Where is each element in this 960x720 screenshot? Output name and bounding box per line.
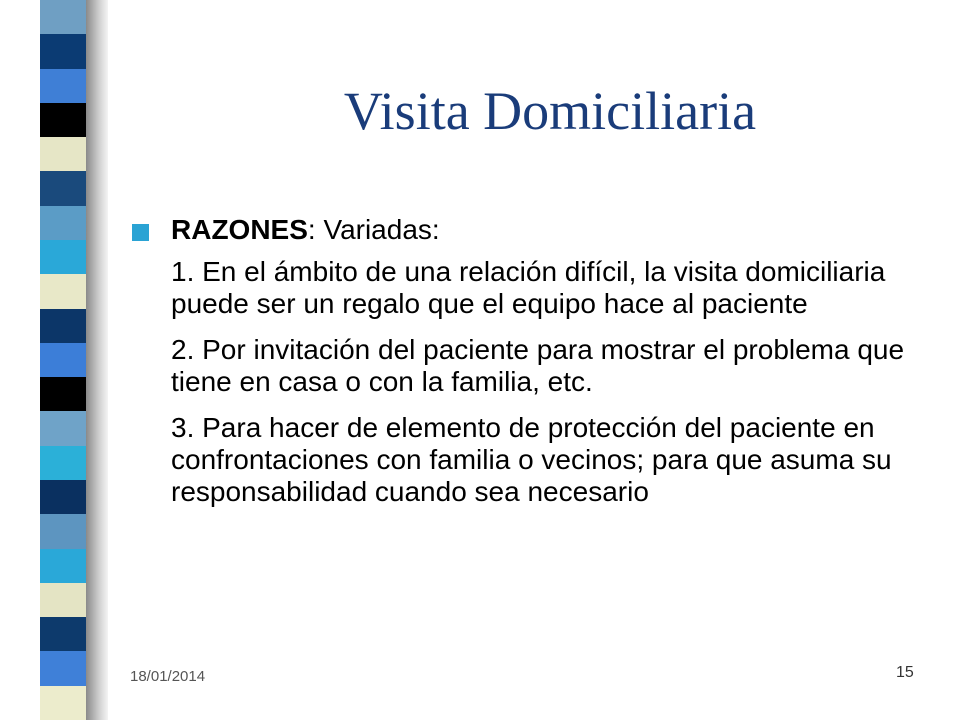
stripe-block — [40, 583, 86, 618]
stripe-block — [40, 343, 86, 378]
bullet-rest: : Variadas: — [307, 214, 440, 245]
stripe-block — [40, 411, 86, 446]
stripe-block — [40, 446, 86, 481]
slide-title: Visita Domiciliaria — [343, 81, 757, 141]
stripe-block — [40, 69, 86, 104]
stripe-block — [40, 103, 86, 138]
stripe-block — [40, 206, 86, 241]
reason-item-2: 2. Por invitación del paciente para mostrar el problema que tiene en casa o con la familia, etc. — [171, 334, 905, 397]
bullet-heading: RAZONES — [171, 214, 308, 245]
square-bullet-icon — [132, 224, 149, 241]
reason-item-3: 3. Para hacer de elemento de protección del paciente en confrontaciones con familia o vecinos; para que asuma su responsabilidad cuando sea necesario — [171, 412, 892, 507]
decorative-stripe — [0, 0, 108, 720]
slide-body — [132, 214, 932, 522]
stripe-block — [40, 549, 86, 584]
stripe-shadow — [86, 0, 108, 720]
stripe-block — [40, 480, 86, 515]
stripe-blocks — [40, 0, 86, 720]
stripe-block — [40, 34, 86, 69]
page-number: 15 — [896, 664, 914, 681]
reason-item-1: 1. En el ámbito de una relación difícil, la visita domiciliaria puede ser un regalo que el equipo hace al paciente — [171, 256, 886, 319]
footer-date: 18/01/2014 — [130, 668, 206, 685]
bullet-text — [171, 214, 440, 246]
stripe-block — [40, 171, 86, 206]
stripe-block — [40, 514, 86, 549]
stripe-block — [40, 274, 86, 309]
stripe-block — [40, 651, 86, 686]
stripe-block — [40, 686, 86, 720]
bullet-razones — [132, 214, 932, 246]
stripe-block — [40, 137, 86, 172]
stripe-block — [40, 0, 86, 35]
stripe-block — [40, 617, 86, 652]
stripe-block — [40, 309, 86, 344]
stripe-block — [40, 240, 86, 275]
stripe-block — [40, 377, 86, 412]
